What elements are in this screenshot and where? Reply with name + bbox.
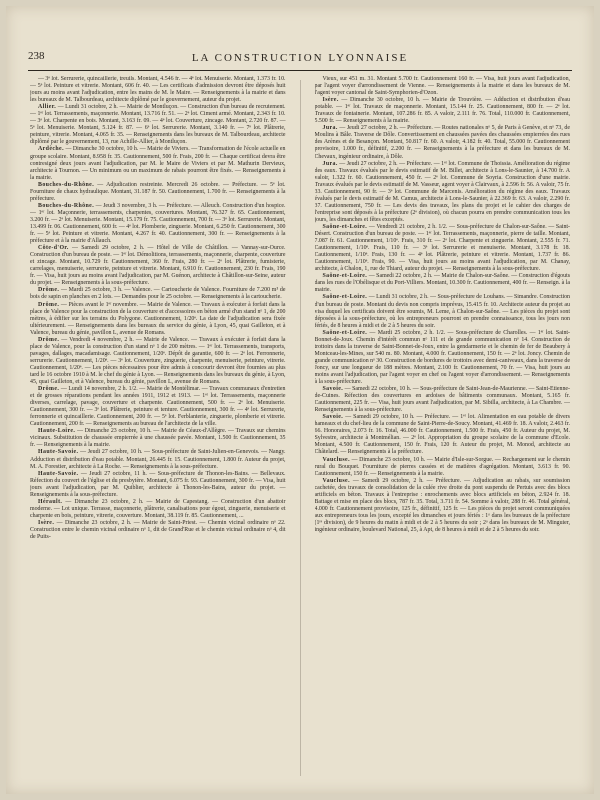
notice-entry (315, 125, 571, 160)
notice-entry (30, 449, 286, 470)
notice-text: — Samedi 22 octobre, 2 h. — Mairie de Chalon-sur-Saône. — Construction d'égouts dans les rues de l'Obélisque et du Port-Villiers. Montant, 10.300 fr. Cautionnement, 400 fr. — Renseign. à la mairie. (314, 273, 570, 294)
department-name: Haute-Savoie. (38, 449, 79, 456)
column-divider (300, 80, 301, 776)
header-rule (28, 70, 572, 71)
page-number: 238 (28, 50, 45, 62)
notice-entry (315, 273, 571, 294)
notice-entry (30, 302, 286, 337)
notice-text: — Lundi 14 novembre, 2 h. 1/2. — Mairie de Montélimar. — Travaux communaux d'entretien et de grosses réparations pendant les années 1911, 1912 et 1913. — 1ᵉʳ lot. Terrassements, maçonnerie diverses, carrelage, pavage, couverture et charpente. Cautionnement, 500 fr. — 2ᵉ lot. Menuiserie. Cautionnement, 300 fr. — 3ᵉ lot. Plâtrerie, peinture et tenture. Cautionnement, 300 fr. — 4ᵉ lot. Serrurerie, ferronnerie et quincaillerie. Cautionnement, 200 fr. — 5ᵉ lot. Ferblanterie, zinguerie, plomberie et vitrerie. Cautionnement, 200 fr. — Renseignements au bureau de l'architecte de la ville. (30, 386, 286, 428)
department-name: Haute-Savoie. (38, 470, 79, 477)
notice-entry (315, 76, 571, 97)
notice-entry (315, 330, 571, 386)
department-name: Isère. (322, 97, 339, 104)
notice-entry (315, 457, 571, 478)
department-name: Hérault. (38, 498, 63, 505)
notice-text: — Mardi 25 octobre, 3 h. — Valence. — Cartoucherie de Valence. Fourniture de 7.200 m³ de bois de sapin en planches en 2 lots. — Demandes pour le 25 octobre. — Renseignements à la cartoucherie. (30, 287, 286, 301)
notice-entry (315, 386, 571, 414)
department-name: Jura. (322, 125, 338, 132)
department-name: Drôme. (38, 386, 60, 393)
notice-text: — Mardi 25 octobre, 2 h. 1/2. — Sous-préfecture de Charolles. — 1ᵉʳ lot. Saint-Bonnet-de-Joux. Chemin d'intérêt commun nᵒ 111 et de grande communication nᵒ 14. Construction de trottoirs dans la traverse de Saint-Bonnet-de-Joux, entre la gendarmerie et le chemin de fer de Beaubery à Montceau-les-Mines, sur 540 m. 80. Montant, 4.000 fr. Cautionnement, 150 fr. — 2ᵉ lot. Joncy. Chemin de grande communication nᵒ 30. Construction de bordures de trottoirs avec demi-caniveaux, dans la traverse de Joncy, sur une longueur de 188 mètres. Montant, 2.100 fr. Cautionnement, 70 fr. — Visa, huit jours au moins avant l'adjudication, par l'agent voyer en chef ou l'agent voyer d'arrondissement. — Renseignements à la sous-préfecture. (314, 329, 570, 386)
notice-text: — Samedi 22 octobre, 10 h. — Sous-préfecture de Saint-Jean-de-Maurienne. — Saint-Etienne-de-Cuines. Réfection des couvertures en ardoises de bâtiments communaux. Montant, 5.165 fr. Cautionnement, 225 fr. — Visa, huit jours avant l'adjudication, par M. Sibilla, architecte, à La Chambre. — Renseignements à la sous-préfecture. (314, 386, 570, 414)
notice-entry (30, 337, 286, 386)
notice-text: — Vendredi 4 novembre, 2 h. — Mairie de Valence. — Travaux à exécuter à forfait dans la place de Valence, pour la construction d'un stand nᵒ 1 de 200 mètres. — 1ᵉʳ lot. Terrassements, transports, pavages, dallages, macadamisage. Cautionnement, 1/20ᵉ. Dépôt de garantie, 600 fr. — 2ᵉ lot. Ferronnerie, serrurerie. Cautionnement, 1/20ᵉ. — 3ᵉ lot. Couverture, zinguerie, charpente, menuiserie, peinture, vitrerie. Cautionnement, 1/20ᵉ. — Les pièces nécessaires pour être admis à concourir devront être fournies au plus tard le 16 octobre 1910 à M. le chef du génie à Lyon. — Renseignements dans les bureaux du génie, à Lyon, 45, quai Gailleton, et à Valence, bureau du génie, pavillon L, avenue de Romans. (30, 336, 286, 386)
notice-entry (30, 203, 286, 245)
notice-entry (30, 287, 286, 301)
notice-entry (30, 245, 286, 287)
department-name: Savoie. (322, 386, 344, 393)
notice-entry (315, 294, 571, 329)
notice-entry (30, 520, 286, 541)
notice-entry (30, 146, 286, 181)
department-name: Saône-et-Loire. (322, 273, 368, 280)
notice-text: — 3ᵉ lot. Serrurerie, quincaillerie, treuils. Montant, 4.546 fr. — 4ᵉ lot. Menuiserie. Montant, 1.373 fr. 10. — 5ᵉ lot. Peinture et vitrerie. Montant, 606 fr. 40. — Les certificats d'admission devront être déposés huit jours au moins avant l'adjudication, entre les mains de M. le Maire. — Renseignements à la mairie et dans les bureaux de M. Talbourdeau, architecte diplômé par le gouvernement, auteur du projet. (30, 76, 286, 104)
department-name: Vaucluse. (322, 477, 350, 484)
notice-text: — Dimanche 23 octobre, 10 h. — Mairie d'Isle-sur-Sorgue. — Rechargement sur le chemin rural du Bouquet. Fourniture de pierres cassées et de matières d'agrégation. Montant, 3.613 fr. 90. Cautionnement, 150 fr. — Renseignements à la mairie. (314, 456, 570, 477)
notice-text: — Jeudi 27 octobre, 11 h. — Sous-préfecture de Thonon-les-Bains. — Bellevaux. Réfection du couvert de l'église et du presbytère. Montant, 6.075 fr. 93. Cautionnement, 300 fr. — Visa, huit jours avant l'adjudication, par M. Quiblier, architecte à Thonon-les-Bains, auteur du projet. — Renseignements à la sous-préfecture. (30, 470, 286, 498)
department-name: Isère. (38, 519, 55, 526)
notice-entry (315, 478, 571, 534)
department-name: Côte-d'Or. (38, 245, 69, 252)
notice-text: — Dimanche 30 octobre, 10 h. — Mairie de Trouvière. — Adduction et distribution d'eau potable. — 1ᵉʳ lot. Travaux de maçonnerie. Montant, 15.144 fr. 25. Cautionnement, 800 fr. — 2ᵉ lot. Travaux de fontainerie. Montant, 107.286 fr. 85. A valoir, 2.111 fr. 76. Total, 110.000 fr. Cautionnement, 5.500 fr. — Renseignements à la mairie. (314, 97, 570, 125)
department-name: Vaucluse. (322, 456, 350, 463)
department-name: Jura. (322, 160, 338, 167)
notice-entry (30, 182, 286, 203)
notice-entry (30, 76, 286, 104)
department-name: Saône-et-Loire. (322, 223, 368, 230)
left-column (30, 76, 286, 776)
notice-text: — Lundi 31 octobre, 2 h. — Sous-préfecture de Louhans. — Simandre. Construction d'un bureau de poste. Montant du devis non compris imprévus, 15.415 fr. 10. Architecte auteur du projet au visa duquel les certificats doivent être soumis, M. Leme, à Chalon-sur-Saône. — Les pièces du projet sont déposées à la sous-préfecture, où les entrepreneurs pourront en prendre connaissance, tous les jours non fériés, de 8 heures à midi et de 2 à 5 heures du soir. (314, 294, 570, 329)
page-header (28, 50, 572, 66)
notice-text: — Adjudication restreinte. Mercredi 26 octobre. — Préfecture. — 5ᵉ lot. Fourniture de chaux hydraulique. Montant, 31.187 fr. 50. Cautionnement, 1.700 fr. — Renseignements à la préfecture. (30, 181, 286, 202)
notice-text: — Jeudi 27 octobre, 2 h. — Préfecture. — Routes nationales nᵒ 5, de Paris à Genève, et nᵒ 73, de Moulins à Bâle. Traverse de Dôle. Convertissement en chaussées pavées des chaussées empierrées des rues des Arènes et de Besançon. Montant, 50.817 fr. 60. A valoir, 4.182 fr. 40. Total, 55.000 fr. Cautionnement provisoire, 1.000 fr., définitif, 2.200 fr. — Renseignements à la préfecture et dans les bureaux de M. Chevaux, ingénieur ordinaire, à Dôle. (314, 125, 570, 160)
notice-text: Vieux, sur 451 m. 31. Montant 5.700 fr. Cautionnement 160 fr. — Visa, huit jours avant l'adjudication, par l'agent voyer d'arrondissement de Vienne. — Renseignements à la mairie et dans les bureaux de M. l'agent voyer cantonal de Saint-Symphorien-d'Ozon. (314, 76, 570, 97)
notice-text: — Jeudi 27 octobre, 10 h. — Sous-préfecture de Saint-Julien-en-Genevois. — Nangy. Adduction et distribution d'eau potable. Montant, 26.445 fr. 15. Cautionnement, 1.800 fr. Auteur du projet, M. A. Forestier, architecte à La Roche. — Renseignements à la sous-préfecture. (30, 449, 286, 470)
department-name: Haute-Loire. (38, 428, 76, 435)
notice-text: — Dimanche 30 octobre, 10 h. — Mairie de Viviers. — Transformation de l'école actuelle en groupe scolaire. Montant, 8.958 fr. 35. Cautionnement, 500 fr. Frais, 200 fr. — Chaque certificat devra être contresigné deux jours avant l'adjudication, par M. le Maire de Viviers et par M. Mathurin Dervieux, architecte à Tournon. — Un minimum ou un maximum de rabais pourront être fixés. — Renseignements à la mairie. (30, 146, 286, 181)
text-columns (30, 76, 570, 776)
notice-text: — Pièces avant le 1ᵉʳ novembre. — Mairie de Valence. — Travaux à exécuter à forfait dans la place de Valence pour la construction de la couverture et d'accessoires en béton armé d'un stand nᵒ 1, de 200 mètres, à édifier sur les terrains du Polygone. Cautionnement, 1/20ᵉ. La date de l'adjudication sera fixée ultérieurement. — Renseignements dans les bureaux du service du génie, à Lyon, 45, quai Gailleton, et à Valence, bureau du génie, pavillon L, avenue de Romans. (30, 301, 286, 336)
notice-text: — Dimanche 23 octobre, 10 h. — Mairie de Céaux-d'Allègre. — Travaux sur chemins vicinaux. Substitution de chaussée empierrée à une chaussée pavée. Montant, 1.500 fr. Cautionnement, 35 fr. — Renseignements à la mairie. (30, 428, 286, 449)
notice-entry (315, 414, 571, 456)
department-name: Allier. (38, 104, 57, 111)
notice-entry (30, 386, 286, 428)
notice-text: — Dimanche 23 octobre, 2 h. — Mairie de Saint-Priest. — Chemin vicinal ordinaire nᵒ 22. Construction entre le chemin vicinal ordinaire nᵒ 1, dit de Grand'Rue et le chemin vicinal ordinaire nᵒ 4, dit de Puits- (30, 519, 286, 541)
notice-text: — Jeudi 3 novembre, 3 h. — Préfecture. — Alleuch. Construction d'un hospice. — 1ᵉʳ lot. Maçonnerie, terrassements, charpentes, couvertures. Montant, 76.327 fr. 65. Cautionnement, 3.200 fr. — 2ᵉ lot. Menuiserie. Montant, 15.179 fr. 75. Cautionnement, 700 fr. — 3ᵉ lot. Serrurerie. Montant, 13.499 fr. 06. Cautionnement, 600 fr. — 4ᵉ lot. Plomberie, zinguerie. Montant, 6.250 fr. Cautionnement, 300 fr. — 5ᵉ lot. Peinture et vitrerie. Montant, 4.267 fr. 40. Cautionnement, 300 fr. — Renseignements à la préfecture et à la mairie d'Allauch. (30, 202, 286, 245)
notice-text: — Samedi 29 octobre, 2 h. — Préfecture. — Adjudication au rabais, sur soumission cachetée, des travaux de consolidation de la culée rive droite du pont suspendu de Pertuis avec des blocs artificiels en béton. Travaux à l'entreprise : enrochements avec blocs artificiels en béton, 2.924 fr. 18. Battage et mise en place des blocs, 787 fr. 35. Total, 3.711 fr. 54. Somme à valoir, 288 fr. 46. Total général, 4.000 fr. Cautionnement provisoire, 125 fr., définitif, 125 fr. — Les pièces du projet seront communiquées aux entrepreneurs tous les jours, excepté les dimanches et jours fériés : 1ᵒ dans les bureaux de la préfecture (1ʳᵉ division), de 9 heures du matin à midi et de 2 à 5 heures du soir ; 2ᵒ dans les bureaux de M. Minguier, ingénieur ordinaire, boulevard National, 25, à Apt, de 8 heures à midi et de 2 à 5 heures du soir. (314, 477, 570, 533)
department-name: Bouches-du-Rhône. (38, 181, 95, 188)
department-name: Savoie. (322, 414, 344, 421)
notice-entry (315, 161, 571, 224)
notice-text: — Vendredi 21 octobre, 2 h. 1/2. — Sous-préfecture de Chalon-sur-Saône. — Saint-Désert. Construction d'un bureau de poste. — 1ᵉʳ lot. Terrassements, maçonnerie, pierre de taille. Montant, 7.087 fr. 61. Cautionnement, 1/10ᵉ. Frais, 310 fr. — 2ᵉ lot. Charpente et zinguerie. Montant, 2.555 fr. 71. Cautionnement, 1/10ᵉ. Frais, 110 fr. — 3ᵉ lot. Serrurerie et menuiserie. Montant, 3.178 fr. 18. Cautionnement, 1/10ᵉ. Frais, 130 fr. — 4ᵉ lot. Plâtrerie, peinture et vitrerie. Montant, 1.737 fr. 86. Cautionnement, 1/10ᵉ. Frais, 90. — Visa, huit jours au moins avant l'adjudication, par M. Chanay, architecte, à Chalon, 1, rue de Thiard, auteur du projet. — Renseignements à la sous-préfecture. (314, 223, 570, 273)
notice-text: — Lundi 31 octobre, 2 h. — Mairie de Montluçon. — Construction d'un bureau de recrutement. — 1ᵉʳ lot. Terrassements, maçonnerie. Montant, 13.716 fr. 51. — 2ᵉ lot. Ciment armé. Montant, 2.343 fr. 10. — 3ᵉ lot. Charpente en bois. Montant, 3.163 fr. 09. — 4ᵉ lot. Couverture, zincage. Montant, 2.720 fr. 87. — 5ᵉ lot. Menuiserie. Montant, 5.124 fr. 87. — 6ᵉ lot. Serrurerie. Montant, 3.140 fr. — 7ᵉ lot. Plâtrerie, peinture, vitrerie. Montant, 4.065 fr. 35. — Renseignements dans les bureaux de M. Talbourdeau, architecte diplômé par le gouvernement, 13, rue Achille-Allier, à Montluçon. (30, 104, 286, 146)
department-name: Bouches-du-Rhône. (38, 202, 95, 209)
right-column (315, 76, 571, 776)
notice-entry (30, 471, 286, 499)
department-name: Drôme. (38, 287, 60, 294)
notice-entry (30, 499, 286, 520)
running-title: LA CONSTRUCTION LYONNAISE (191, 52, 409, 64)
page-sheet (6, 6, 594, 794)
department-name: Ardèche. (38, 146, 64, 153)
notice-entry (315, 224, 571, 273)
department-name: Drôme. (38, 301, 60, 308)
notice-text: — Samedi 29 octobre, 10 h. — Préfecture. — 1ᵉʳ lot. Alimentation en eau potable de divers hameaux et du chef-lieu de la commune de Saint-Pierre-de-Soucy. Montant, 41.469 fr. 18. A valoir, 2.463 fr. 66. Honoraires, 2.073 fr. 16. Total, 46.000 fr. Cautionnement, 1.500 fr. Frais, 450 fr. Auteur du projet, M. Sylvestre, architecte à Montmélian. — 2ᵉ lot. Appropriation du groupe scolaire de la commune d'Ecole. Montant, 4.500 fr. Cautionnement, 150 fr. Frais, 120 fr. Auteur du projet, M. Monod, architecte au Châtelard. — Renseignements à la préfecture. (314, 414, 570, 456)
notice-text: — Jeudi 27 octobre, 2 h. — Préfecture. — 1ᵉʳ lot. Commune de Thoissia. Amélioration du régime des eaux. Travaux évalués par le devis estimatif de M. Billet, architecte à Lons-le-Saunier, à 14.700 fr. A valoir, 1.322 fr. 60. Cautionnement, 450 fr. — 2ᵉ lot. Commune de Soyria. Construction d'une mairie. Travaux évalués par le devis estimatif de M. Vasseur, agent voyer à Clairvaux, à 2.596 fr. 56. A valoir, 75 fr. 33. Cautionnement, 90 fr. — 3ᵉ lot. Commune de Marcenis. Amélioration du régime des eaux. Travaux évalués par le devis estimatif de M. Camus, architecte à Lons-le-Saunier, à 22.369 fr. 63. A valoir, 2.290 fr. 37. Cautionnement, 750 fr. — Les devis des travaux, les plans du projet et le cahier des charges de l'entreprise sont déposés à la préfecture (2ᵉ division), où chacun pourra en prendre communication tous les jours, les dimanches et fêtes exceptés. (314, 160, 570, 223)
notice-entry (315, 97, 571, 125)
notice-entry (30, 104, 286, 146)
department-name: Drôme. (38, 336, 60, 343)
department-name: Saône-et-Loire. (322, 329, 368, 336)
notice-entry (30, 428, 286, 449)
department-name: Saône-et-Loire. (322, 294, 368, 301)
notice-text: — Samedi 29 octobre, 2 h. — Hôtel de Ville de Châtillon. — Vannay-sur-Ource. Construction d'un bureau de poste. — 1ᵉʳ lot. Démolitions, terrassements, maçonnerie, charpente, couverture et zincage. Montant, 10.729 fr. Cautionnement, 360 fr. Frais, 280 fr. — 2ᵉ lot. Plâtrerie, fumisterie, carrelages, menuiserie, serrurerie, peinture et vitrerie. Montant, 6.910 fr. Cautionnement, 230 fr. Frais, 190 fr. — Visa, huit jours au moins avant l'adjudication, par M. Guénon, architecte à Châtillon-sur-Seine, auteur du projet. — Renseignements à la sous-préfecture. (30, 245, 286, 287)
notice-text: — Dimanche 23 octobre, 2 h. — Mairie de Capestang. — Construction d'un abattoir moderne. — Lot unique. Terrasse, maçonnerie, plâtrerie, canalisations pour égout, zinguerie, menuiserie et charpente en bois, peinture, vitrerie, couverture. Montant, 38.119 fr. 85. Cautionnement, ... (30, 498, 286, 519)
